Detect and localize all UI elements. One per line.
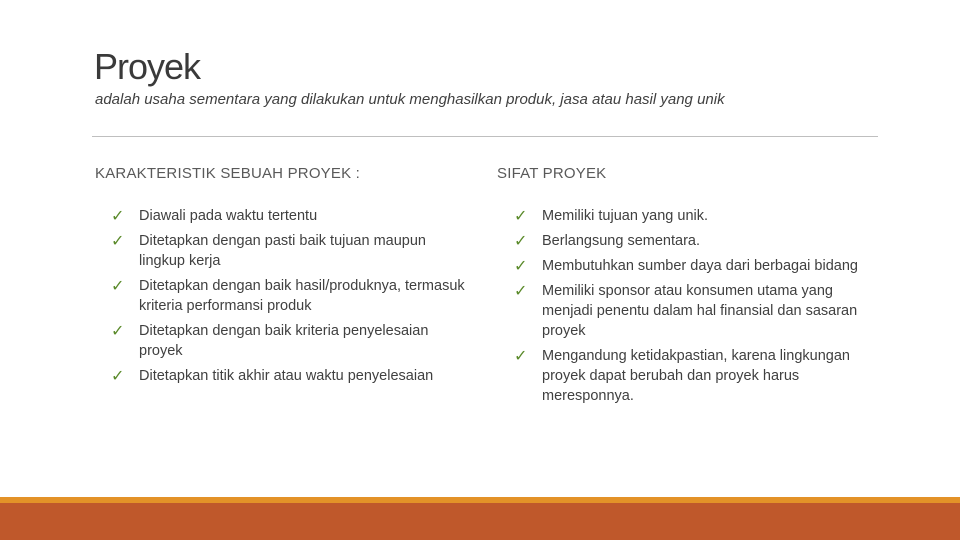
page-subtitle: adalah usaha sementara yang dilakukan untuk menghasilkan produk, jasa atau hasil yang unik (95, 91, 725, 108)
list-item-text: Berlangsung sementara. (542, 233, 700, 249)
list-item-text: Ditetapkan dengan baik hasil/produknya, termasuk kriteria performansi produk (139, 278, 465, 314)
list-item-text: Memiliki tujuan yang unik. (542, 208, 709, 224)
check-icon: ✓ (111, 276, 125, 295)
list-item-text: Ditetapkan dengan baik kriteria penyelesaian proyek (139, 323, 429, 359)
left-column-heading: KARAKTERISTIK SEBUAH PROYEK : (95, 165, 361, 182)
right-list (498, 206, 883, 411)
right-column-heading: SIFAT PROYEK (497, 165, 607, 182)
list-item-text: Mengandung ketidakpastian, karena lingkungan proyek dapat berubah dan proyek harus meresponnya. (542, 348, 850, 404)
check-icon: ✓ (111, 321, 125, 340)
divider (92, 136, 878, 137)
list-item-text: Ditetapkan dengan pasti baik tujuan maupun lingkup kerja (139, 233, 426, 269)
list-item (498, 256, 883, 276)
page-title: Proyek (94, 46, 201, 87)
check-icon: ✓ (514, 346, 528, 365)
list-item (95, 276, 475, 316)
list-item-text: Membutuhkan sumber daya dari berbagai bidang (542, 258, 858, 274)
check-icon: ✓ (514, 231, 528, 250)
list-item-text: Memiliki sponsor atau konsumen utama yang menjadi penentu dalam hal finansial dan sasaran proyek (542, 283, 858, 339)
list-item (95, 321, 475, 361)
list-item (498, 206, 883, 226)
check-icon: ✓ (111, 206, 125, 225)
list-item (95, 366, 475, 386)
list-item (498, 281, 883, 341)
footer-bar (0, 503, 960, 540)
list-item-text: Diawali pada waktu tertentu (139, 208, 318, 224)
list-item-text: Ditetapkan titik akhir atau waktu penyelesaian (139, 368, 434, 384)
list-item (95, 206, 475, 226)
list-item (498, 346, 883, 406)
left-list (95, 206, 475, 391)
check-icon: ✓ (514, 281, 528, 300)
check-icon: ✓ (111, 366, 125, 385)
list-item (498, 231, 883, 251)
check-icon: ✓ (514, 256, 528, 275)
check-icon: ✓ (514, 206, 528, 225)
check-icon: ✓ (111, 231, 125, 250)
list-item (95, 231, 475, 271)
